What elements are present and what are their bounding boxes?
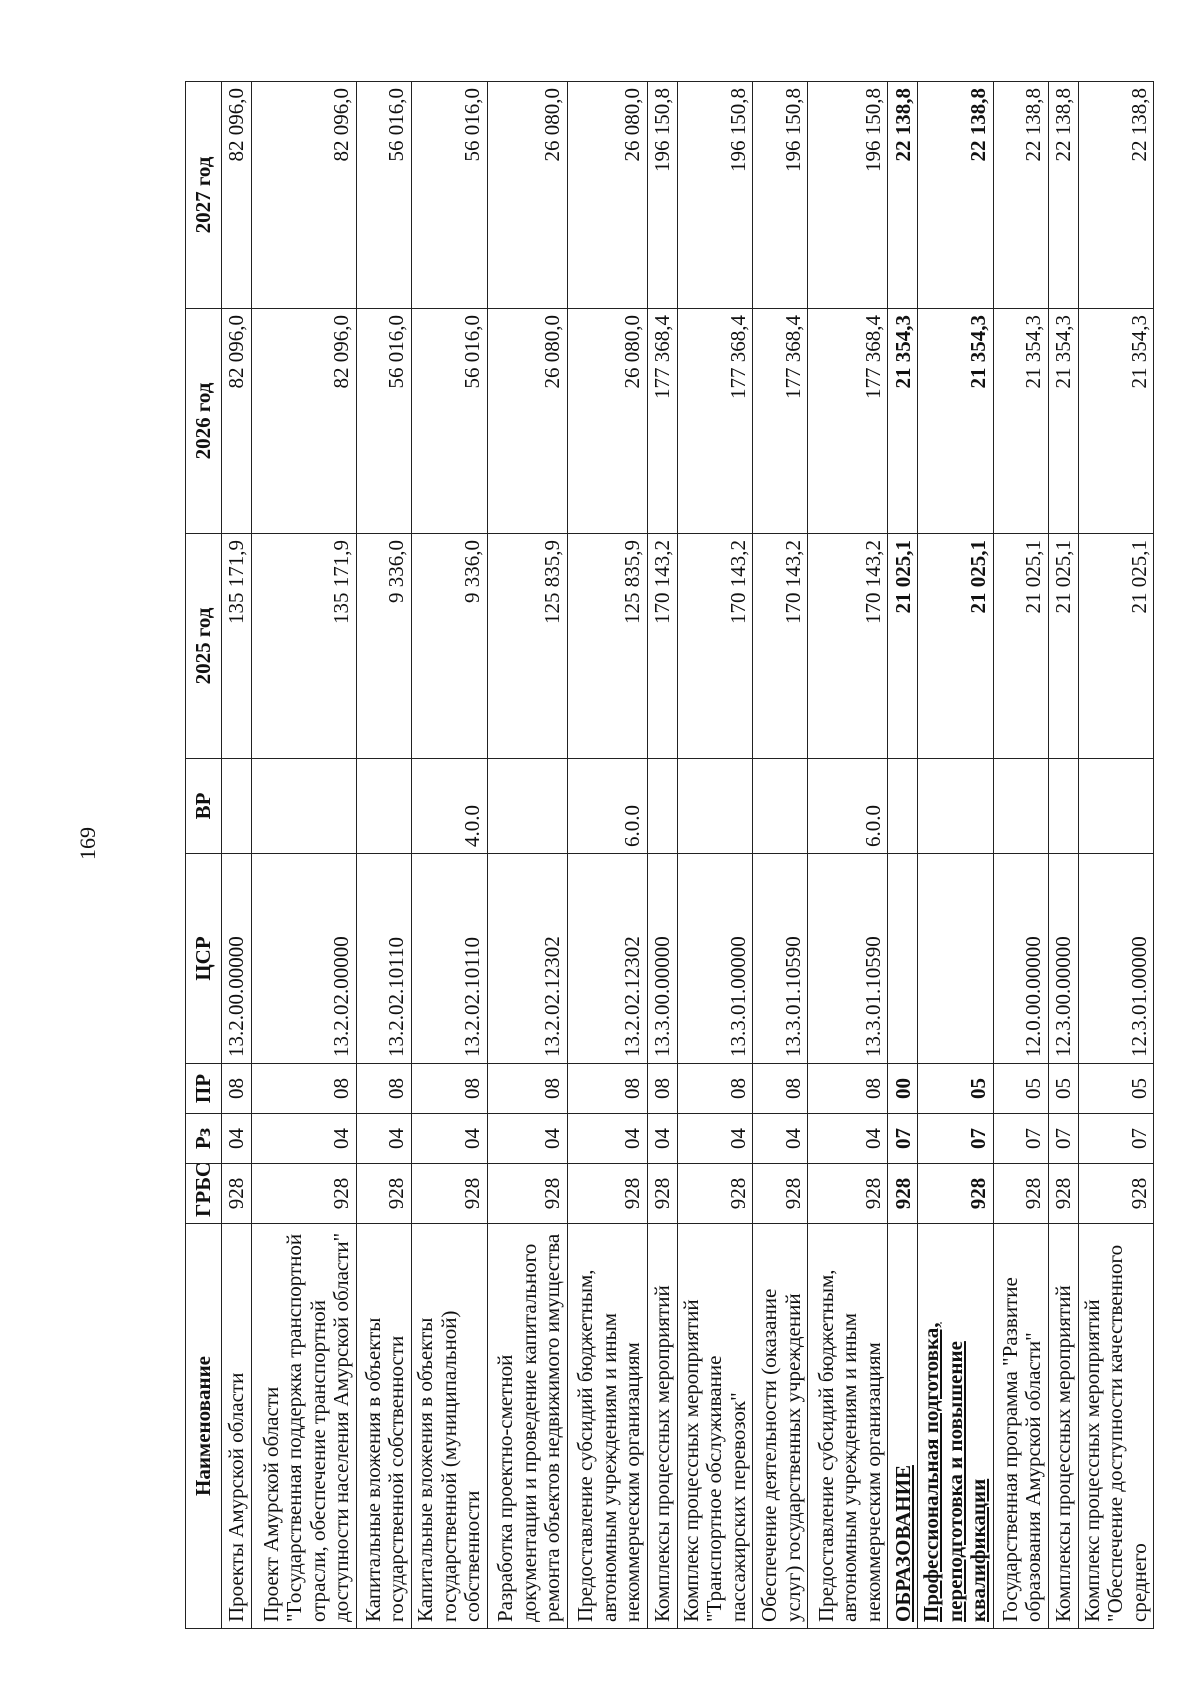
table-row xyxy=(1048,82,1078,1629)
cell-pr: 05 xyxy=(1048,1064,1078,1114)
cell-2027: 82 096,0 xyxy=(222,82,252,309)
table-row xyxy=(753,82,808,1629)
cell-grbs: 928 xyxy=(753,1164,808,1224)
cell-pr: 05 xyxy=(993,1064,1048,1114)
cell-vr xyxy=(1078,759,1154,854)
cell-2025: 21 025,1 xyxy=(888,534,918,759)
cell-rz: 04 xyxy=(808,1114,888,1164)
cell-name: ОБРАЗОВАНИЕ xyxy=(888,1224,918,1629)
cell-grbs: 928 xyxy=(1078,1164,1154,1224)
cell-rz: 04 xyxy=(487,1114,567,1164)
cell-name: Комплексы процессных мероприятий xyxy=(1048,1224,1078,1629)
cell-csr: 13.2.02.12302 xyxy=(487,854,567,1064)
cell-2026: 21 354,3 xyxy=(888,309,918,534)
cell-2027: 196 150,8 xyxy=(677,82,753,309)
cell-vr xyxy=(1048,759,1078,854)
cell-2025: 170 143,2 xyxy=(647,534,677,759)
cell-2026: 177 368,4 xyxy=(753,309,808,534)
cell-grbs: 928 xyxy=(918,1164,994,1224)
cell-vr xyxy=(753,759,808,854)
cell-vr xyxy=(647,759,677,854)
cell-name: Предоставление субсидий бюджетным, автономным учреждениям и иным некоммерческим организациям xyxy=(567,1224,647,1629)
cell-2026: 21 354,3 xyxy=(1048,309,1078,534)
cell-pr: 08 xyxy=(487,1064,567,1114)
cell-vr xyxy=(222,759,252,854)
cell-csr: 13.2.00.00000 xyxy=(222,854,252,1064)
col-header-vr: ВР xyxy=(186,759,222,854)
cell-csr: 13.2.02.10110 xyxy=(412,854,488,1064)
cell-2025: 135 171,9 xyxy=(222,534,252,759)
cell-2027: 22 138,8 xyxy=(993,82,1048,309)
cell-2026: 56 016,0 xyxy=(412,309,488,534)
table-row xyxy=(252,82,357,1629)
cell-2027: 26 080,0 xyxy=(567,82,647,309)
budget-table xyxy=(185,81,1154,1629)
cell-rz: 04 xyxy=(252,1114,357,1164)
cell-vr xyxy=(918,759,994,854)
cell-2026: 177 368,4 xyxy=(647,309,677,534)
cell-2026: 21 354,3 xyxy=(918,309,994,534)
cell-2025: 21 025,1 xyxy=(1048,534,1078,759)
cell-csr: 13.2.02.12302 xyxy=(567,854,647,1064)
rotated-table-wrapper xyxy=(185,82,1151,1629)
cell-grbs: 928 xyxy=(888,1164,918,1224)
table-row xyxy=(412,82,488,1629)
cell-2027: 82 096,0 xyxy=(252,82,357,309)
cell-grbs: 928 xyxy=(222,1164,252,1224)
cell-pr: 08 xyxy=(753,1064,808,1114)
cell-rz: 07 xyxy=(1048,1114,1078,1164)
cell-2026: 82 096,0 xyxy=(252,309,357,534)
col-header-csr: ЦСР xyxy=(186,854,222,1064)
cell-2026: 82 096,0 xyxy=(222,309,252,534)
cell-grbs: 928 xyxy=(1048,1164,1078,1224)
cell-rz: 04 xyxy=(677,1114,753,1164)
cell-grbs: 928 xyxy=(487,1164,567,1224)
cell-2025: 125 835,9 xyxy=(567,534,647,759)
cell-rz: 04 xyxy=(647,1114,677,1164)
cell-2026: 26 080,0 xyxy=(567,309,647,534)
cell-rz: 04 xyxy=(567,1114,647,1164)
cell-grbs: 928 xyxy=(647,1164,677,1224)
cell-2027: 196 150,8 xyxy=(647,82,677,309)
cell-2025: 135 171,9 xyxy=(252,534,357,759)
cell-name: Капитальные вложения в объекты государственной собственности xyxy=(357,1224,412,1629)
cell-csr xyxy=(918,854,994,1064)
cell-name: Профессиональная подготовка, переподготовка и повышение квалификации xyxy=(918,1224,994,1629)
cell-pr: 08 xyxy=(357,1064,412,1114)
cell-2025: 170 143,2 xyxy=(808,534,888,759)
cell-name: Обеспечение деятельности (оказание услуг) государственных учреждений xyxy=(753,1224,808,1629)
cell-2025: 125 835,9 xyxy=(487,534,567,759)
cell-grbs: 928 xyxy=(252,1164,357,1224)
cell-vr xyxy=(252,759,357,854)
cell-rz: 07 xyxy=(888,1114,918,1164)
cell-pr: 08 xyxy=(222,1064,252,1114)
cell-grbs: 928 xyxy=(993,1164,1048,1224)
cell-name: Комплекс процессных мероприятий "Транспортное обслуживание пассажирских перевозок" xyxy=(677,1224,753,1629)
cell-name: Государственная программа "Развитие образования Амурской области" xyxy=(993,1224,1048,1629)
cell-2026: 21 354,3 xyxy=(993,309,1048,534)
cell-2025: 9 336,0 xyxy=(412,534,488,759)
table-row xyxy=(487,82,567,1629)
cell-2027: 196 150,8 xyxy=(753,82,808,309)
cell-2027: 22 138,8 xyxy=(888,82,918,309)
cell-rz: 04 xyxy=(357,1114,412,1164)
col-header-2025: 2025 год xyxy=(186,534,222,759)
cell-name: Комплекс процессных мероприятий "Обеспечение доступности качественного среднего xyxy=(1078,1224,1154,1629)
cell-2027: 22 138,8 xyxy=(918,82,994,309)
cell-csr: 13.3.01.10590 xyxy=(808,854,888,1064)
cell-vr xyxy=(993,759,1048,854)
cell-2025: 9 336,0 xyxy=(357,534,412,759)
table-row xyxy=(357,82,412,1629)
cell-rz: 04 xyxy=(412,1114,488,1164)
cell-2026: 21 354,3 xyxy=(1078,309,1154,534)
cell-pr: 08 xyxy=(412,1064,488,1114)
cell-name: Проекты Амурской области xyxy=(222,1224,252,1629)
cell-2027: 196 150,8 xyxy=(808,82,888,309)
cell-2026: 56 016,0 xyxy=(357,309,412,534)
table-row xyxy=(222,82,252,1629)
col-header-name: Наименование xyxy=(186,1224,222,1629)
table-row xyxy=(808,82,888,1629)
cell-2027: 56 016,0 xyxy=(412,82,488,309)
cell-2027: 22 138,8 xyxy=(1078,82,1154,309)
cell-grbs: 928 xyxy=(357,1164,412,1224)
cell-vr xyxy=(677,759,753,854)
table-row xyxy=(888,82,918,1629)
cell-vr xyxy=(888,759,918,854)
cell-rz: 04 xyxy=(753,1114,808,1164)
col-header-rz: Рз xyxy=(186,1114,222,1164)
cell-vr: 4.0.0 xyxy=(412,759,488,854)
cell-name: Предоставление субсидий бюджетным, автономным учреждениям и иным некоммерческим организациям xyxy=(808,1224,888,1629)
cell-csr: 12.0.00.00000 xyxy=(993,854,1048,1064)
cell-rz: 07 xyxy=(1078,1114,1154,1164)
cell-rz: 07 xyxy=(993,1114,1048,1164)
cell-name: Комплексы процессных мероприятий xyxy=(647,1224,677,1629)
page-number: 169 xyxy=(75,827,100,860)
table-row xyxy=(677,82,753,1629)
col-header-pr: ПР xyxy=(186,1064,222,1114)
cell-grbs: 928 xyxy=(677,1164,753,1224)
cell-csr: 13.3.01.00000 xyxy=(677,854,753,1064)
cell-2025: 21 025,1 xyxy=(993,534,1048,759)
cell-csr: 13.3.00.00000 xyxy=(647,854,677,1064)
cell-vr: 6.0.0 xyxy=(808,759,888,854)
cell-vr: 6.0.0 xyxy=(567,759,647,854)
cell-pr: 05 xyxy=(1078,1064,1154,1114)
cell-2026: 177 368,4 xyxy=(808,309,888,534)
col-header-2026: 2026 год xyxy=(186,309,222,534)
cell-pr: 08 xyxy=(252,1064,357,1114)
cell-pr: 00 xyxy=(888,1064,918,1114)
cell-name: Капитальные вложения в объекты государственной (муниципальной) собственности xyxy=(412,1224,488,1629)
cell-2027: 22 138,8 xyxy=(1048,82,1078,309)
cell-2025: 21 025,1 xyxy=(1078,534,1154,759)
cell-grbs: 928 xyxy=(567,1164,647,1224)
cell-pr: 08 xyxy=(808,1064,888,1114)
cell-2025: 21 025,1 xyxy=(918,534,994,759)
col-header-2027: 2027 год xyxy=(186,82,222,309)
cell-grbs: 928 xyxy=(412,1164,488,1224)
cell-2025: 170 143,2 xyxy=(753,534,808,759)
cell-csr: 12.3.01.00000 xyxy=(1078,854,1154,1064)
cell-csr: 12.3.00.00000 xyxy=(1048,854,1078,1064)
header-row xyxy=(186,82,222,1629)
cell-2026: 26 080,0 xyxy=(487,309,567,534)
cell-csr xyxy=(888,854,918,1064)
cell-pr: 05 xyxy=(918,1064,994,1114)
cell-rz: 04 xyxy=(222,1114,252,1164)
table-row xyxy=(993,82,1048,1629)
cell-2025: 170 143,2 xyxy=(677,534,753,759)
cell-2027: 26 080,0 xyxy=(487,82,567,309)
col-header-grbs: ГРБС xyxy=(186,1164,222,1224)
cell-pr: 08 xyxy=(677,1064,753,1114)
cell-grbs: 928 xyxy=(808,1164,888,1224)
table-row xyxy=(1078,82,1154,1629)
cell-name: Проект Амурской области "Государственная поддержка транспортной отрасли, обеспечение транспортной доступности населения Амурской области" xyxy=(252,1224,357,1629)
cell-vr xyxy=(487,759,567,854)
cell-name: Разработка проектно-сметной документации и проведение капитального ремонта объектов недвижимого имущества xyxy=(487,1224,567,1629)
cell-rz: 07 xyxy=(918,1114,994,1164)
cell-2026: 177 368,4 xyxy=(677,309,753,534)
cell-csr: 13.2.02.00000 xyxy=(252,854,357,1064)
cell-pr: 08 xyxy=(567,1064,647,1114)
table-row xyxy=(918,82,994,1629)
cell-csr: 13.2.02.10110 xyxy=(357,854,412,1064)
cell-2027: 56 016,0 xyxy=(357,82,412,309)
table-row xyxy=(567,82,647,1629)
table-row xyxy=(647,82,677,1629)
cell-vr xyxy=(357,759,412,854)
cell-csr: 13.3.01.10590 xyxy=(753,854,808,1064)
cell-pr: 08 xyxy=(647,1064,677,1114)
